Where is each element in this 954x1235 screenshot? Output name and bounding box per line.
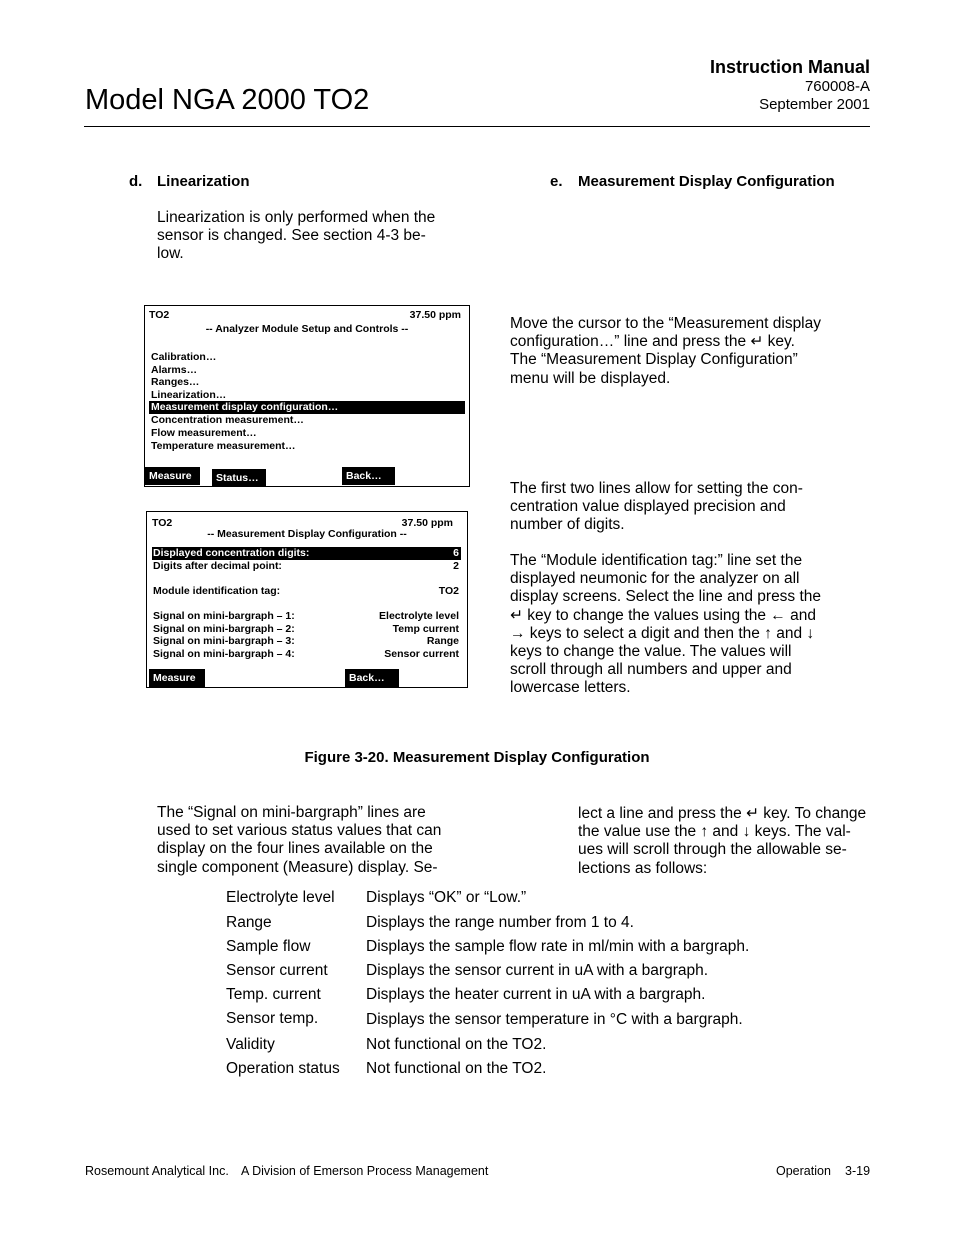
config-row-digits[interactable]: Displayed concentration digits: 6 [153, 547, 459, 559]
screen1-title: -- Analyzer Module Setup and Controls -- [205, 323, 409, 335]
section-e-para1: Move the cursor to the “Measurement display configuration…” line and press the ↵ key. The “Measurement Display Configuration” menu will be displayed. [510, 315, 821, 387]
table-row: Validity Not functional on the TO2. [226, 1036, 547, 1053]
back-button[interactable]: Back… [342, 467, 395, 485]
section-e-para2: The first two lines allow for setting the con- centration value displayed precision and number of digits. [510, 480, 803, 534]
bargraph-text-right: lect a line and press the ↵ key. To change the value use the ↑ and ↓ keys. The val- ues will scroll through the allowable se- lections as follows: [578, 805, 867, 877]
back-button[interactable]: Back… [345, 669, 399, 687]
config-row-decimal[interactable]: Digits after decimal point: 2 [153, 560, 459, 572]
measure-button[interactable]: Measure [145, 467, 200, 485]
section-e-para3: The “Module identification tag:” line set the displayed neumonic for the analyzer on all display screens. Select the line and press the ↵ key to change the values using the ← and → keys to select a digit and then the ↑ and ↓ keys to change the value. The values will scroll through all numbers and upper and lowercase letters. [510, 552, 822, 697]
measure-button[interactable]: Measure [149, 669, 205, 687]
screen2-name: TO2 [152, 517, 173, 529]
footer-page: 3-19 [845, 1164, 871, 1178]
footer-company: Rosemount Analytical Inc. [85, 1164, 229, 1178]
figure-caption: Figure 3-20. Measurement Display Configuration [304, 749, 650, 766]
menu-item-measurement-display[interactable]: Measurement display configuration… [149, 401, 465, 414]
doc-date: September 2001 [759, 96, 870, 113]
menu-item-linearization[interactable]: Linearization… [151, 389, 227, 401]
config-row-bargraph-3[interactable]: Signal on mini-bargraph – 3: Range [153, 635, 459, 647]
menu-item-temperature[interactable]: Temperature measurement… [151, 440, 296, 452]
bargraph-text-left: The “Signal on mini-bargraph” lines are used to set various status values that can display on the four lines available on the single component (Measure) display. Se- [157, 804, 442, 876]
section-d-body: Linearization is only performed when the sensor is changed. See section 4-3 be- low. [157, 209, 436, 263]
menu-item-alarms[interactable]: Alarms… [151, 364, 198, 376]
section-e-heading: Measurement Display Configuration [578, 173, 835, 190]
table-row: Range Displays the range number from 1 to 4. [226, 914, 634, 931]
config-row-module-tag[interactable]: Module identification tag: TO2 [153, 585, 459, 597]
config-row-bargraph-4[interactable]: Signal on mini-bargraph – 4: Sensor current [153, 648, 459, 660]
measurement-display-config-screen [146, 511, 468, 688]
screen2-reading: 37.50 ppm [401, 517, 453, 529]
menu-item-calibration[interactable]: Calibration… [151, 351, 217, 363]
config-row-bargraph-2[interactable]: Signal on mini-bargraph – 2: Temp current [153, 623, 459, 635]
screen1-reading: 37.50 ppm [409, 309, 461, 321]
table-row: Sensor temp. Displays the sensor temperature in °C with a bargraph. [226, 1010, 743, 1028]
screen2-title: -- Measurement Display Configuration -- [207, 528, 407, 540]
manual-label: Instruction Manual [709, 57, 870, 77]
doc-number: 760008-A [804, 78, 870, 95]
menu-item-flow[interactable]: Flow measurement… [151, 427, 257, 439]
screen1-name: TO2 [149, 309, 170, 321]
table-row: Operation status Not functional on the TO2. [226, 1060, 547, 1077]
config-row-bargraph-1[interactable]: Signal on mini-bargraph – 1: Electrolyte level [153, 610, 459, 622]
table-row: Sensor current Displays the sensor current in uA with a bargraph. [226, 962, 709, 979]
section-e-letter: e. [550, 173, 563, 190]
section-d-letter: d. [129, 173, 143, 190]
table-row: Sample flow Displays the sample flow rate in ml/min with a bargraph. [226, 938, 750, 955]
table-row: Electrolyte level Displays “OK” or “Low.” [226, 889, 527, 906]
status-button[interactable]: Status… [212, 469, 266, 487]
header-rule [84, 126, 870, 127]
section-d-heading: Linearization [157, 173, 250, 190]
menu-item-ranges[interactable]: Ranges… [151, 376, 200, 388]
footer-division: A Division of Emerson Process Management [241, 1164, 489, 1178]
page-title: Model NGA 2000 TO2 [85, 84, 370, 116]
table-row: Temp. current Displays the heater current in uA with a bargraph. [226, 986, 706, 1003]
setup-menu-screen [144, 305, 470, 487]
footer-section: Operation [776, 1164, 831, 1178]
menu-item-concentration[interactable]: Concentration measurement… [151, 414, 304, 426]
header-info [710, 56, 870, 114]
